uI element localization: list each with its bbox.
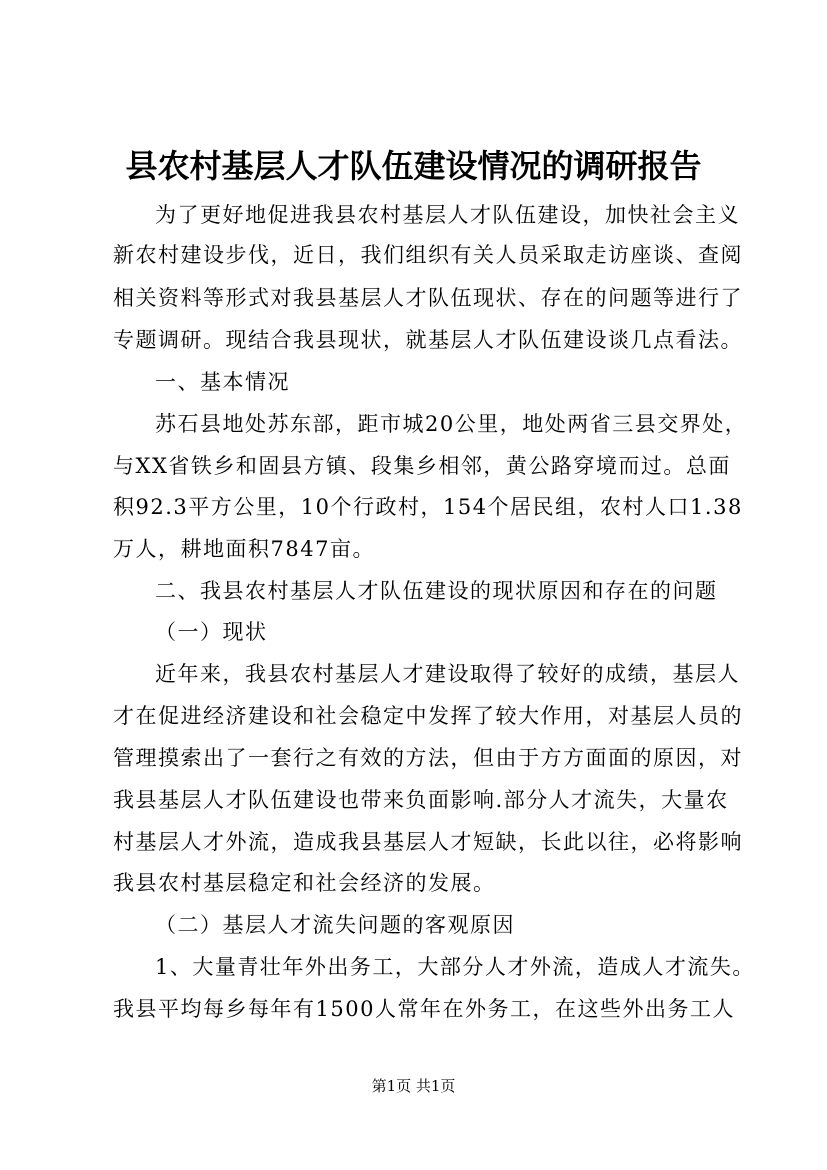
section-heading: 一、基本情况 bbox=[155, 370, 290, 394]
paragraph-line: 专题调研。现结合我县现状，就基层人才队伍建设谈几点看法。 bbox=[113, 328, 743, 352]
page-footer: 第1页 共1页 bbox=[371, 1077, 456, 1095]
subsection-heading: （一）现状 bbox=[155, 620, 268, 644]
paragraph-line: 才在促进经济建设和社会稳定中发挥了较大作用，对基层人员的 bbox=[113, 704, 743, 728]
paragraph-line: 为了更好地促进我县农村基层人才队伍建设，加快社会主义 bbox=[155, 203, 740, 227]
paragraph-line: 管理摸索出了一套行之有效的方法，但由于方方面面的原因，对 bbox=[113, 746, 743, 770]
paragraph-line: 积92.3平方公里，10个行政村，154个居民组，农村人口1.38 bbox=[113, 495, 743, 519]
paragraph-line: 与XX省铁乡和固县方镇、段集乡相邻，黄公路穿境而过。总面 bbox=[113, 454, 731, 478]
subsection-heading: （二）基层人才流失问题的客观原因 bbox=[155, 913, 515, 937]
paragraph-line: 新农村建设步伐，近日，我们组织有关人员采取走访座谈、查阅 bbox=[113, 243, 743, 267]
document-title: 县农村基层人才队伍建设情况的调研报告 bbox=[125, 147, 702, 185]
paragraph-line: 村基层人才外流，造成我县基层人才短缺，长此以往，必将影响 bbox=[113, 830, 743, 854]
paragraph-line: 苏石县地处苏东部，距市城20公里，地处两省三县交界处， bbox=[155, 412, 748, 436]
paragraph-line: 1、大量青壮年外出务工，大部分人才外流，造成人才流失。 bbox=[155, 955, 755, 979]
paragraph-line: 相关资料等形式对我县基层人才队伍现状、存在的问题等进行了 bbox=[113, 286, 743, 310]
paragraph-line: 我县平均每乡每年有1500人常年在外务工，在这些外出务工人 bbox=[113, 997, 735, 1021]
paragraph-line: 近年来，我县农村基层人才建设取得了较好的成绩，基层人 bbox=[155, 662, 740, 686]
paragraph-line: 万人，耕地面积7847亩。 bbox=[113, 537, 375, 561]
paragraph-line: 我县基层人才队伍建设也带来负面影响.部分人才流失，大量农 bbox=[113, 788, 729, 812]
paragraph-line: 我县农村基层稳定和社会经济的发展。 bbox=[113, 871, 496, 895]
section-heading: 二、我县农村基层人才队伍建设的现状原因和存在的问题 bbox=[155, 579, 718, 603]
